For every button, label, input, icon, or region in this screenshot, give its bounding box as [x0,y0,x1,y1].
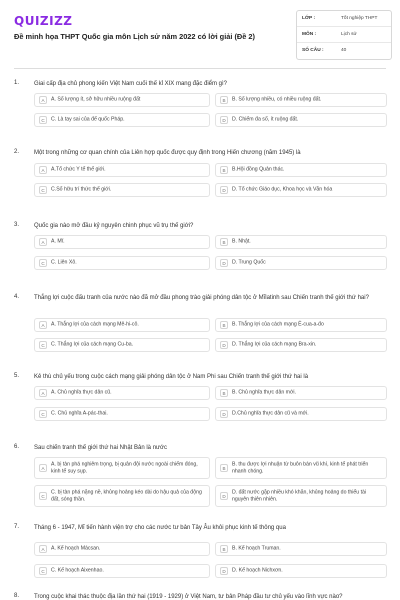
question-number: 4. [14,294,20,300]
option-text: A. Mĩ. [51,238,65,245]
option-letter: D [220,567,228,575]
meta-value: Lịch sử [341,32,357,37]
option-b[interactable] [215,318,387,332]
option-text: C.Số hữu trí thức thế giới. [51,186,112,193]
option-letter: C [39,492,47,500]
option-text: B. Số lượng nhiều, có nhiều ruộng đất. [232,96,322,103]
option-letter: A [39,238,47,246]
option-text: A. bị tàn phá nghiêm trọng, bị quân đội nước ngoài chiếm đóng, kinh tế suy sụp. [51,461,198,474]
question-number: 8. [14,593,20,599]
option-text: A. Kế hoạch Mácsan. [51,545,101,552]
option-letter: B [220,389,228,397]
option-b[interactable] [215,542,387,556]
option-letter: B [220,96,228,104]
option-d[interactable] [215,338,387,352]
option-letter: A [39,389,47,397]
meta-key: MÔN : [302,32,317,37]
option-letter: C [39,567,47,575]
option-text: B. Kế hoạch Truman. [232,545,281,552]
option-a[interactable] [34,542,210,556]
option-text: D. Kế hoạch Nichxơn. [232,567,283,574]
option-letter: C [39,259,47,267]
option-text: C. Chủ nghĩa A-pác-thai. [51,410,108,417]
option-text: D. Chiếm đa số, ít ruộng đất. [232,116,299,123]
option-b[interactable] [215,235,387,249]
question-text: Kẻ thù chủ yếu trong cuộc cách mạng giải phóng dân tộc ở Nam Phi sau Chiến tranh thế giới thứ hai là [34,374,309,380]
document-title: Đề minh họa THPT Quốc gia môn Lịch sử năm 2022 có lời giải (Đề 2) [14,32,255,41]
meta-row-subject [297,27,391,43]
option-text: C. Thắng lợi của cách mạng Cu-ba. [51,341,134,348]
option-letter: D [220,341,228,349]
question-number: 2. [14,149,20,155]
option-text: A. Chủ nghĩa thực dân cũ. [51,389,112,396]
option-text: A. Thắng lợi của cách mạng Mê-hi-cô. [51,321,139,328]
option-c[interactable] [34,407,210,421]
option-text: B.Hội đồng Quản thác. [232,166,285,173]
option-b[interactable] [215,457,387,479]
meta-key: SỐ CÂU : [302,48,324,53]
question-number: 7. [14,524,20,530]
option-letter: B [220,464,228,472]
option-a[interactable] [34,386,210,400]
option-text: D. Trung Quốc [232,259,266,266]
option-text: D.Chủ nghĩa thực dân cũ và mới. [232,410,309,417]
meta-row-count [297,43,391,59]
option-text: B. Thắng lợi của cách mạng Ê-cua-a-đo [232,321,324,328]
option-text: B. Chủ nghĩa thực dân mới. [232,389,296,396]
option-a[interactable] [34,93,210,107]
question-text: Một trong những cơ quan chính của Liên hợp quốc được quy định trong Hiến chương (năm 1945) là [34,150,301,156]
option-c[interactable] [34,183,210,197]
option-letter: A [39,464,47,472]
option-text: B. thu được lợi nhuận từ buôn bán vũ khí, kinh tế phát triển nhanh chóng. [232,461,369,474]
option-letter: B [220,166,228,174]
question-number: 6. [14,444,20,450]
question-text: Quốc gia nào mở đầu kỷ nguyên chinh phục vũ trụ thế giới? [34,223,194,229]
option-d[interactable] [215,407,387,421]
option-letter: C [39,341,47,349]
option-letter: D [220,186,228,194]
quizizz-logo: QUIZIZZ [14,14,73,28]
option-d[interactable] [215,183,387,197]
question-number: 5. [14,373,20,379]
option-letter: D [220,116,228,124]
option-text: D. đất nước gặp nhiều khó khăn, khủng hoảng do thiếu tài nguyên thiên nhiên. [232,489,367,502]
option-b[interactable] [215,93,387,107]
question-number: 3. [14,222,20,228]
option-text: C. Liên Xô. [51,259,77,266]
option-d[interactable] [215,485,387,507]
question-text: Tháng 6 - 1947, Mĩ tiến hành viện trợ cho các nước tư bản Tây Âu khôi phục kinh tế thông qua [34,525,286,531]
meta-value: Tốt nghiệp THPT [341,16,378,21]
option-text: D. Thắng lợi của cách mạng Bra-xin. [232,341,317,348]
option-d[interactable] [215,564,387,578]
meta-key: LỚP : [302,16,316,21]
option-c[interactable] [34,564,210,578]
question-text: Sau chiến tranh thế giới thứ hai Nhật Bản là nước [34,445,167,451]
option-a[interactable] [34,163,210,177]
option-text: C. bị tàn phá nặng nề, khủng hoảng kéo dài do hậu quả của động đất, sóng thần. [51,489,202,502]
option-text: C. Là tay sai của đế quốc Pháp. [51,116,125,123]
option-d[interactable] [215,256,387,270]
option-c[interactable] [34,338,210,352]
option-text: C. Kế hoạch Aixenhao. [51,567,104,574]
option-letter: A [39,545,47,553]
option-c[interactable] [34,256,210,270]
option-letter: B [220,321,228,329]
option-c[interactable] [34,113,210,127]
question-text: Giai cấp địa chủ phong kiến Việt Nam cuối thế kỉ XIX mang đặc điểm gì? [34,81,227,87]
option-letter: C [39,410,47,418]
option-letter: A [39,166,47,174]
option-text: B. Nhật. [232,238,251,245]
option-a[interactable] [34,318,210,332]
option-b[interactable] [215,163,387,177]
question-text: Trong cuộc khai thác thuộc địa lần thứ hai (1919 - 1929) ở Việt Nam, tư bản Pháp đầu tư chủ yếu vào lĩnh vực nào? [34,594,343,600]
option-letter: D [220,259,228,267]
option-a[interactable] [34,457,210,479]
option-letter: D [220,410,228,418]
option-a[interactable] [34,235,210,249]
option-letter: C [39,186,47,194]
option-text: D. Tổ chức Giáo dục, Khoa học và Văn hóa [232,186,333,193]
question-text: Thắng lợi cuộc đấu tranh của nước nào đã mở đầu phong trào giải phóng dân tộc ở Mĩlatinh sau Chiến tranh thế giới thứ hai? [34,295,369,301]
meta-value: 40 [341,48,347,53]
header-divider [14,68,386,69]
option-b[interactable] [215,386,387,400]
meta-row-class [297,11,391,27]
option-letter: A [39,321,47,329]
option-text: A.Tổ chức Y tế thế giới. [51,166,106,173]
option-letter: C [39,116,47,124]
document-header [0,0,400,70]
option-letter: D [220,492,228,500]
option-letter: A [39,96,47,104]
option-c[interactable] [34,485,210,507]
meta-box [296,10,392,60]
option-letter: B [220,238,228,246]
option-d[interactable] [215,113,387,127]
question-number: 1. [14,80,20,86]
option-text: A. Số lượng ít, sở hữu nhiều ruộng đất [51,96,141,103]
option-letter: B [220,545,228,553]
